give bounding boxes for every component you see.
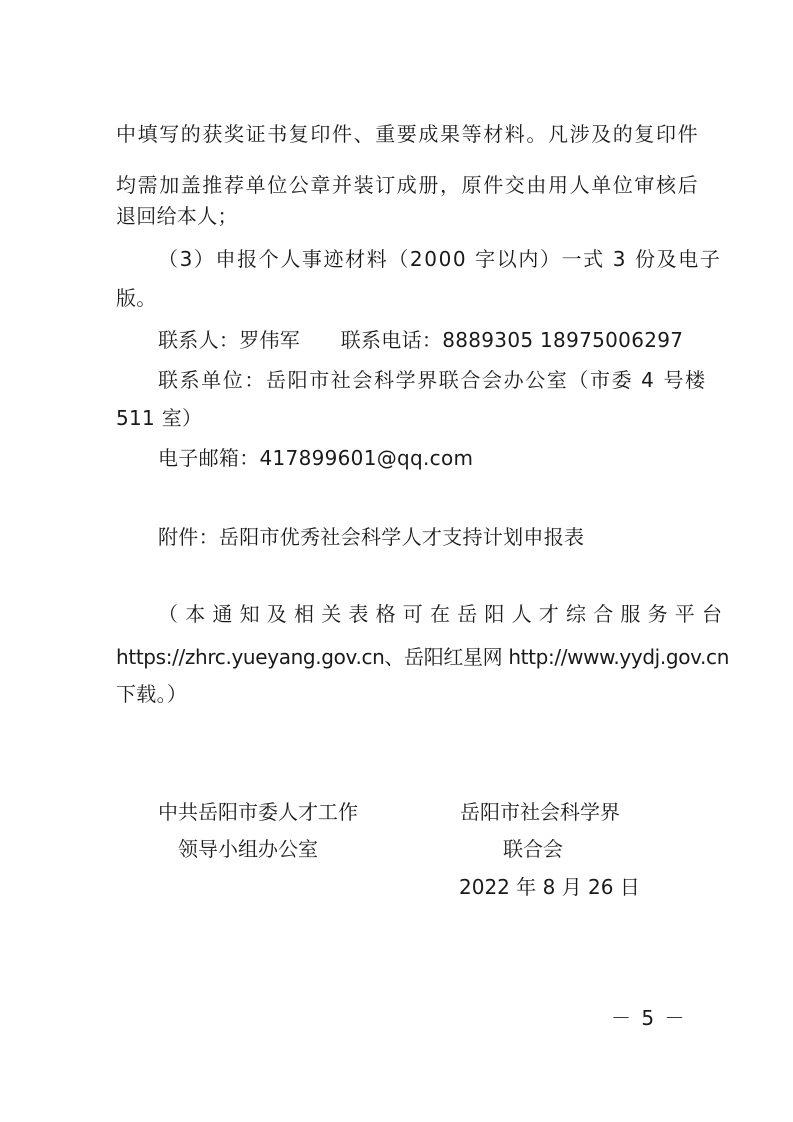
signature-left-line1: 中共岳阳市委人才工作 xyxy=(158,800,358,824)
signature-left-line2: 领导小组办公室 xyxy=(178,837,318,861)
contact-unit-line: 511 室） xyxy=(116,406,203,430)
contact-unit-line: 联系单位：岳阳市社会科学界联合会办公室（市委 4 号楼 xyxy=(158,368,707,392)
contact-email: 电子邮箱：417899601@qq.com xyxy=(158,446,474,470)
download-note-line: 下载。） xyxy=(116,682,188,706)
contact-person: 联系人：罗伟军 联系电话：8889305 18975006297 xyxy=(158,328,684,352)
list-item-line: 版。 xyxy=(116,286,157,310)
signature-right-line1: 岳阳市社会科学界 xyxy=(460,800,620,824)
paragraph-line: 均需加盖推荐单位公章并装订成册，原件交由用人单位审核后 xyxy=(116,173,700,197)
list-item-line: （3）申报个人事迹材料（2000 字以内）一式 3 份及电子 xyxy=(158,247,722,271)
paragraph-line: 中填写的获奖证书复印件、重要成果等材料。凡涉及的复印件 xyxy=(116,122,700,146)
paragraph-line: 退回给本人； xyxy=(116,204,238,228)
download-note-line: （本通知及相关表格可在岳阳人才综合服务平台 xyxy=(158,602,730,626)
page-number: － 5 － xyxy=(611,1006,687,1030)
attachment-line: 附件：岳阳市优秀社会科学人才支持计划申报表 xyxy=(158,525,585,549)
signature-right-line2: 联合会 xyxy=(503,837,563,861)
download-note-line: https://zhrc.yueyang.gov.cn、岳阳红星网 http://www.yydj.gov.cn xyxy=(116,645,730,669)
signature-date: 2022 年 8 月 26 日 xyxy=(459,875,640,899)
